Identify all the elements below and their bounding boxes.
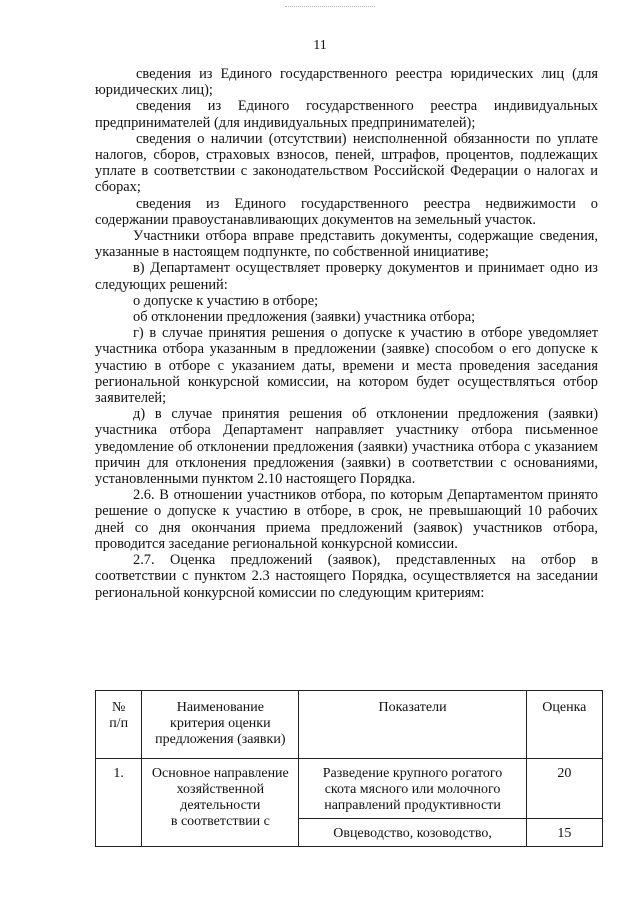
header-criterion-line: предложения (заявки) [155,732,286,747]
paragraph: 2.7. Оценка предложений (заявок), представленных на отбор в соответствии с пунктом 2.3 настоящего Порядка, осуществляется на заседании региональной конкурсной комиссии по следующим критериям: [95,552,598,601]
header-score: Оценка [526,691,602,759]
page-number: 11 [313,38,327,53]
paragraph: д) в случае принятия решения об отклонении предложения (заявки) участника отбора Департамент направляет участнику отбора письменное уведомление об отклонении предложения (заявки) участника отбора с указанием причин для отклонения предложения (заявки) в соответствии с основаниями, установленными пунктом 2.10 настоящего Порядка. [95,406,598,488]
indicator-line: скота мясного или молочного [324,782,501,797]
header-indicators: Показатели [299,691,526,759]
row-criterion-name [142,759,299,847]
score-cell: 15 [526,819,602,847]
paragraph: сведения из Единого государственного реестра недвижимости о содержании правоустанавливающих документов на земельный участок. [95,195,598,228]
header-criterion-line: Наименование [176,700,264,715]
header-criterion-line: критерия оценки [170,716,271,731]
indicator-line: Разведение крупного рогатого [322,766,503,781]
scan-noise [285,6,375,11]
indicator-cell [299,759,526,819]
paragraph: сведения о наличии (отсутствии) неисполненной обязанности по уплате налогов, сборов, страховых взносов, пеней, штрафов, процентов, подлежащих уплате в соответствии с законодательством Российской Федерации о налогах и сборах; [95,130,598,196]
header-criterion-name [142,691,299,759]
paragraph: об отклонении предложения (заявки) участника отбора; [133,309,476,326]
criteria-table [95,690,603,847]
paragraph: 2.6. В отношении участников отбора, по которым Департаментом принято решение о допуске к участию в отборе, в срок, не превышающий 10 рабочих дней со дня окончания приема предложений (заявок) участников отбора, проводится заседание региональной конкурсной комиссии. [95,487,598,552]
header-number-line: п/п [109,716,129,731]
criterion-line: Основное направление [151,766,289,781]
header-number-line: № [111,700,126,715]
document-body [95,66,598,601]
row-number: 1. [96,759,142,847]
criterion-line: деятельности [180,798,261,813]
paragraph: в) Департамент осуществляет проверку документов и принимает одно из следующих решений: [95,260,598,293]
table-header-row [96,691,603,759]
table-row [96,759,603,819]
indicator-line: направлений продуктивности [324,798,501,813]
paragraph: Участники отбора вправе представить документы, содержащие сведения, указанные в настоящем подпункте, по собственной инициативе; [95,228,598,261]
criterion-line: в соответствии с [170,814,270,829]
paragraph: о допуске к участию в отборе; [133,292,319,309]
header-number [96,691,142,759]
score-cell: 20 [526,759,602,819]
paragraph: сведения из Единого государственного реестра индивидуальных предпринимателей (для индивидуальных предпринимателей); [95,98,598,131]
paragraph: сведения из Единого государственного реестра юридических лиц (для юридических лиц); [95,66,598,99]
paragraph: г) в случае принятия решения о допуске к участию в отборе уведомляет участника отбора указанным в предложении (заявке) способом о его допуске к участию в отборе с указанием даты, времени и места проведения заседания региональной конкурсной комиссии, на котором будет осуществляться отбор заявителей; [95,325,598,407]
criterion-line: хозяйственной [176,782,265,797]
indicator-cell: Овцеводство, козоводство, [299,819,526,847]
